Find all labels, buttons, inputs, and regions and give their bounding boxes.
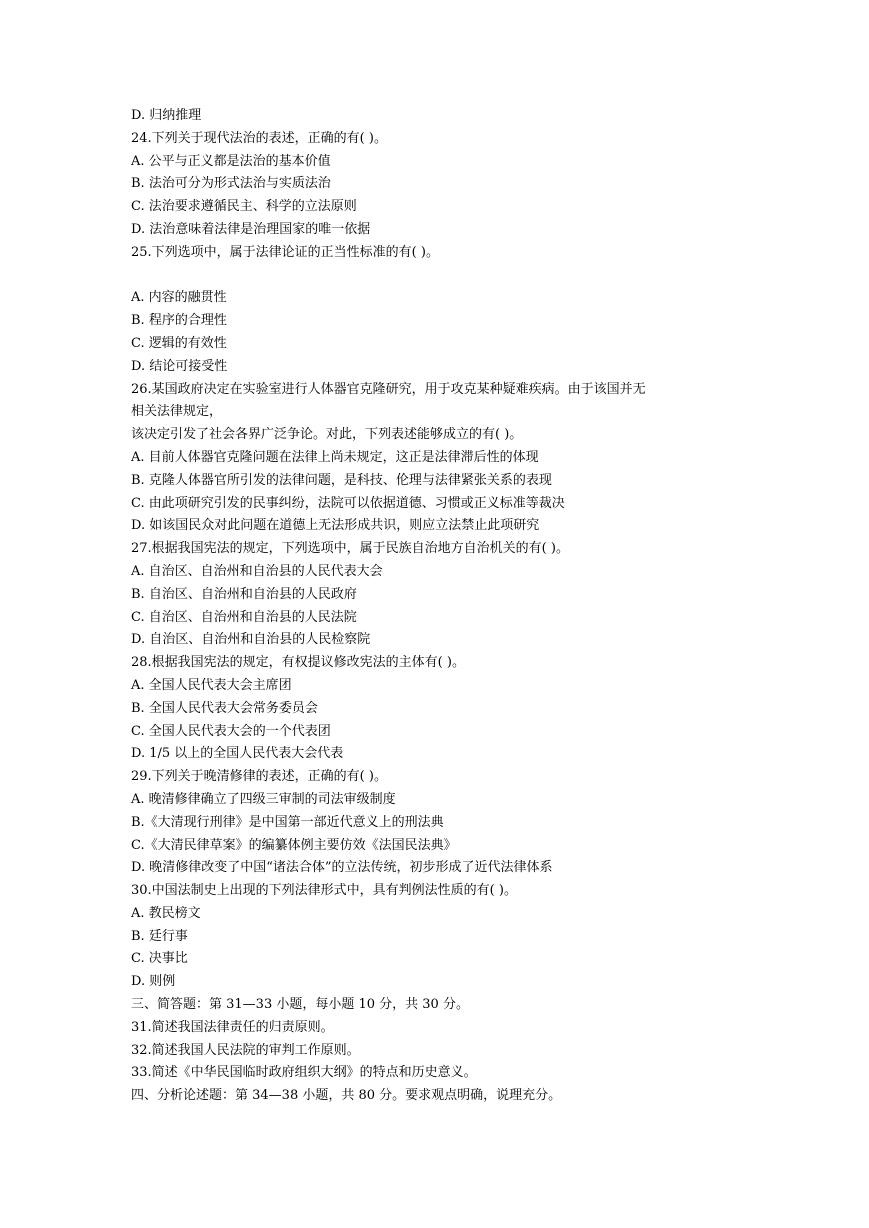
option-line: A. 自治区、自治州和自治县的人民代表大会	[131, 563, 383, 579]
option-line: B. 程序的合理性	[131, 313, 227, 329]
question-29: 29.下列关于晚清修律的表述，正确的有( )。	[131, 769, 387, 785]
option-line: B. 自治区、自治州和自治县的人民政府	[131, 586, 357, 602]
question-26-cont: 该决定引发了社会各界广泛争论。对此，下列表述能够成立的有( )。	[131, 427, 523, 443]
option-line: C. 由此项研究引发的民事纠纷，法院可以依据道德、习惯或正义标准等裁决	[131, 495, 565, 511]
question-26: 26.某国政府决定在实验室进行人体器官克隆研究，用于攻克某种疑难疾病。由于该国并无	[131, 381, 646, 397]
option-line: B. 全国人民代表大会常务委员会	[131, 700, 318, 716]
option-line: D. 则例	[131, 974, 176, 990]
option-line: A. 晚清修律确立了四级三审制的司法审级制度	[131, 791, 396, 807]
option-line: A. 目前人体器官克隆问题在法律上尚未规定，这正是法律滞后性的体现	[131, 449, 539, 465]
section-heading-short-answer: 三、简答题：第 31—33 小题，每小题 10 分，共 30 分。	[131, 997, 469, 1013]
option-line: C. 逻辑的有效性	[131, 335, 227, 351]
question-26-cont: 相关法律规定，	[131, 404, 223, 420]
question-24: 24.下列关于现代法治的表述，正确的有( )。	[131, 130, 387, 146]
question-28: 28.根据我国宪法的规定，有权提议修改宪法的主体有( )。	[131, 655, 465, 671]
option-line: B.《大清现行刑律》是中国第一部近代意义上的刑法典	[131, 814, 444, 830]
blank-line	[131, 265, 761, 288]
option-line: B. 法治可分为形式法治与实质法治	[131, 176, 331, 192]
option-line: C. 自治区、自治州和自治县的人民法院	[131, 609, 357, 625]
option-line: C. 全国人民代表大会的一个代表团	[131, 723, 331, 739]
option-line: A. 内容的融贯性	[131, 290, 227, 306]
option-line: C. 决事比	[131, 951, 188, 967]
option-line: D. 如该国民众对此问题在道德上无法形成共识，则应立法禁止此项研究	[131, 518, 540, 534]
option-line: D. 结论可接受性	[131, 358, 228, 374]
option-line: A. 教民榜文	[131, 905, 201, 921]
question-30: 30.中国法制史上出现的下列法律形式中，具有判例法性质的有( )。	[131, 883, 517, 899]
document-content	[131, 105, 761, 1108]
option-line: C.《大清民律草案》的编纂体例主要仿效《法国民法典》	[131, 837, 457, 853]
question-33: 33.简述《中华民国临时政府组织大纲》的特点和历史意义。	[131, 1065, 477, 1081]
question-32: 32.简述我国人民法院的审判工作原则。	[131, 1042, 360, 1058]
question-25: 25.下列选项中，属于法律论证的正当性标准的有( )。	[131, 244, 439, 260]
question-27: 27.根据我国宪法的规定，下列选项中，属于民族自治地方自治机关的有( )。	[131, 541, 569, 557]
option-line: A. 全国人民代表大会主席团	[131, 677, 292, 693]
option-line: C. 法治要求遵循民主、科学的立法原则	[131, 199, 357, 215]
option-line: D. 自治区、自治州和自治县的人民检察院	[131, 632, 371, 648]
question-31: 31.简述我国法律责任的归责原则。	[131, 1019, 334, 1035]
section-heading-analysis: 四、分析论述题：第 34—38 小题，共 80 分。要求观点明确，说理充分。	[131, 1088, 562, 1104]
option-line: D. 1/5 以上的全国人民代表大会代表	[131, 746, 344, 762]
option-line: A. 公平与正义都是法治的基本价值	[131, 153, 331, 169]
text-line: D. 归纳推理	[131, 108, 202, 123]
option-line: D. 晚清修律改变了中国“诸法合体”的立法传统，初步形成了近代法律体系	[131, 860, 553, 876]
option-line: B. 克隆人体器官所引发的法律问题，是科技、伦理与法律紧张关系的表现	[131, 472, 552, 488]
option-line: D. 法治意味着法律是治理国家的唯一依据	[131, 221, 371, 237]
option-line: B. 廷行事	[131, 928, 188, 944]
